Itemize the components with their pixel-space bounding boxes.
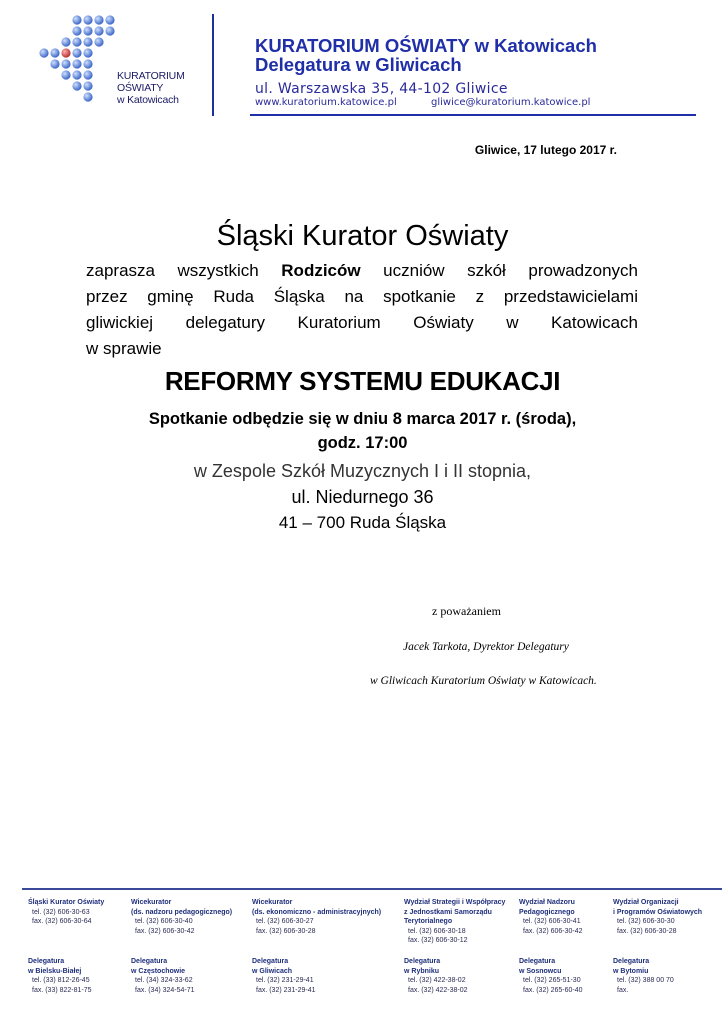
footer-contact-line: fax. (32) 606-30-28	[256, 927, 316, 935]
footer-contact-block	[252, 898, 381, 936]
logo-dot	[72, 70, 81, 79]
footer-contact-line: tel. (32) 606-30-27	[256, 918, 314, 925]
footer-unit-name: Delegatura	[252, 958, 289, 965]
logo-dot	[83, 81, 92, 90]
logo-dot	[50, 59, 59, 68]
logo-dot	[83, 59, 92, 68]
logo-line: w Katowicach	[117, 94, 179, 106]
footer-unit-name: Delegatura	[28, 958, 65, 965]
logo-dot	[72, 48, 81, 57]
footer-contact-line: tel. (32) 606-30-63	[32, 908, 90, 916]
footer-contact-line: fax. (34) 324-54-71	[135, 986, 195, 994]
footer-contact-line: tel. (32) 606-30-30	[617, 918, 675, 925]
footer-unit-name: i Programów Oświatowych	[613, 908, 703, 916]
logo-dot	[72, 59, 81, 68]
footer-unit-name: Terytorialnego	[404, 918, 453, 925]
footer-unit-name: z Jednostkami Samorządu	[404, 908, 492, 916]
footer-unit-name: Wydział Strategii i Współpracy	[404, 899, 506, 906]
footer-contact-line: fax. (32) 606-30-64	[32, 918, 92, 925]
logo-dot	[83, 48, 92, 57]
logo-dot	[61, 70, 70, 79]
footer-contact-line: tel. (33) 812-26-45	[32, 977, 90, 984]
logo-dot	[105, 15, 114, 24]
invitation-line: gliwickiej delegatury Kuratorium Oświaty w Katowicach	[86, 313, 638, 332]
header-title-line2: Delegatura w Gliwicach	[255, 54, 462, 75]
footer-contact-line: tel. (32) 422-38-02	[408, 977, 466, 984]
footer-contact-line: fax. (33) 822-81-75	[32, 986, 92, 994]
footer-contact-line: tel. (32) 231-29-41	[256, 977, 314, 984]
footer-unit-name: Śląski Kurator Oświaty	[28, 899, 105, 906]
logo-dot	[94, 37, 103, 46]
meeting-hour: godz. 17:00	[317, 434, 408, 452]
footer-rule	[22, 888, 722, 890]
letter-date: Gliwice, 17 lutego 2017 r.	[474, 143, 617, 157]
invitation-paragraph	[86, 258, 638, 362]
footer-unit-name: Wicekurator	[131, 899, 172, 906]
logo-dot	[83, 70, 92, 79]
footer-contact-block	[519, 957, 583, 995]
footer-contact-block	[404, 898, 505, 946]
footer-unit-name: Delegatura	[613, 958, 650, 965]
footer-contact-line: tel. (32) 265-51-30	[523, 977, 581, 984]
meeting-street: ul. Niedurnego 36	[291, 487, 434, 507]
logo-dot	[83, 26, 92, 35]
footer-contact-block	[28, 898, 104, 927]
footer-unit-name: Delegatura	[404, 958, 441, 965]
footer-contact-block	[28, 957, 92, 995]
footer-contact-block	[252, 957, 316, 995]
header-title	[255, 36, 597, 74]
footer-contact-line: tel. (32) 606-30-41	[523, 918, 581, 925]
logo-dot	[72, 81, 81, 90]
logo-dot	[72, 26, 81, 35]
footer-unit-name: Pedagogicznego	[519, 908, 575, 916]
logo-dot	[50, 48, 59, 57]
footer-contact-line: fax. (32) 231-29-41	[256, 986, 316, 994]
header-website-link[interactable]: www.kuratorium.katowice.pl	[255, 97, 397, 108]
logo-dot	[61, 48, 70, 57]
invitation-line	[86, 258, 638, 284]
footer-unit-name: Wydział Nadzoru	[519, 899, 575, 906]
logo-dot	[105, 26, 114, 35]
footer-contact-block	[131, 898, 232, 936]
header-title-line1: KURATORIUM OŚWIATY w Katowicach	[255, 35, 597, 56]
invitation-line: przez gminę Ruda Śląska na spotkanie z przedstawicielami	[86, 287, 638, 306]
footer-unit-name: Wicekurator	[252, 899, 293, 906]
header-rule	[250, 114, 696, 116]
logo-wordmark	[117, 70, 185, 106]
footer-unit-name: w Rybniku	[404, 967, 440, 975]
footer-contact-line: fax. (32) 422-38-02	[408, 986, 468, 994]
footer-contact-line: fax.	[617, 986, 629, 994]
footer-contact-line: tel. (32) 606-30-18	[408, 927, 466, 935]
header-email-link[interactable]: gliwice@kuratorium.katowice.pl	[431, 97, 591, 108]
footer-unit-name: w Bielsku-Białej	[28, 967, 82, 975]
invitation-line: w sprawie	[86, 339, 162, 358]
footer-contact-line: tel. (34) 324-33-62	[135, 977, 193, 984]
logo-dot	[72, 15, 81, 24]
closing-regards: z poważaniem	[432, 604, 501, 618]
logo-dot	[61, 37, 70, 46]
meeting-city: 41 – 700 Ruda Śląska	[278, 513, 447, 532]
logo-dot	[94, 15, 103, 24]
footer-contact-line: fax. (32) 265-60-40	[523, 986, 583, 994]
logo-dot	[61, 59, 70, 68]
footer-contact-line: fax. (32) 606-30-42	[135, 927, 195, 935]
kurator-title: Śląski Kurator Oświaty	[216, 220, 509, 252]
footer-contact-block	[613, 898, 702, 936]
logo-dot	[83, 37, 92, 46]
signature-line2: w Gliwicach Kuratorium Oświaty w Katowicach.	[370, 675, 597, 687]
logo-dot	[39, 48, 48, 57]
invitation-text: uczniów szkół prowadzonych	[360, 261, 638, 280]
header-address: ul. Warszawska 35, 44-102 Gliwice	[255, 81, 508, 97]
meeting-date: Spotkanie odbędzie się w dniu 8 marca 2017 r. (środa),	[148, 410, 577, 428]
logo-line: KURATORIUM	[117, 70, 185, 82]
footer-unit-name: Delegatura	[519, 958, 556, 965]
logo-dot	[83, 15, 92, 24]
footer-unit-name: (ds. nadzoru pedagogicznego)	[131, 908, 233, 916]
footer-unit-name: (ds. ekonomiczno - administracyjnych)	[252, 908, 382, 916]
footer-unit-name: w Bytomiu	[613, 967, 649, 975]
signature-line1: Jacek Tarkota, Dyrektor Delegatury	[403, 641, 569, 653]
footer-contact-line: fax. (32) 606-30-28	[617, 927, 677, 935]
footer-contact-line: fax. (32) 606-30-42	[523, 927, 583, 935]
footer-contact-line: tel. (32) 606-30-40	[135, 918, 193, 925]
footer-unit-name: Wydział Organizacji	[613, 899, 679, 906]
footer-contact-line: fax. (32) 606-30-12	[408, 937, 468, 944]
header-divider	[212, 14, 214, 116]
footer-contact-block	[131, 957, 195, 995]
footer-unit-name: w Gliwicach	[252, 967, 293, 975]
reform-heading: REFORMY SYSTEMU EDUKACJI	[164, 366, 561, 396]
footer-unit-name: w Sosnowcu	[519, 967, 562, 975]
footer-contact-block	[613, 957, 674, 995]
footer-unit-name: w Częstochowie	[131, 967, 186, 975]
footer-contact-block	[519, 898, 583, 936]
invitation-text: zaprasza wszystkich	[86, 261, 282, 280]
invitation-bold: Rodziców	[281, 261, 361, 280]
logo-dot	[83, 92, 92, 101]
footer-contact-line: tel. (32) 388 00 70	[617, 977, 674, 984]
meeting-venue: w Zespole Szkół Muzycznych I i II stopnia,	[193, 461, 532, 481]
logo-dot	[94, 26, 103, 35]
footer-unit-name: Delegatura	[131, 958, 168, 965]
logo-dot	[72, 37, 81, 46]
footer-contact-block	[404, 957, 468, 995]
logo-line: OŚWIATY	[117, 82, 164, 94]
